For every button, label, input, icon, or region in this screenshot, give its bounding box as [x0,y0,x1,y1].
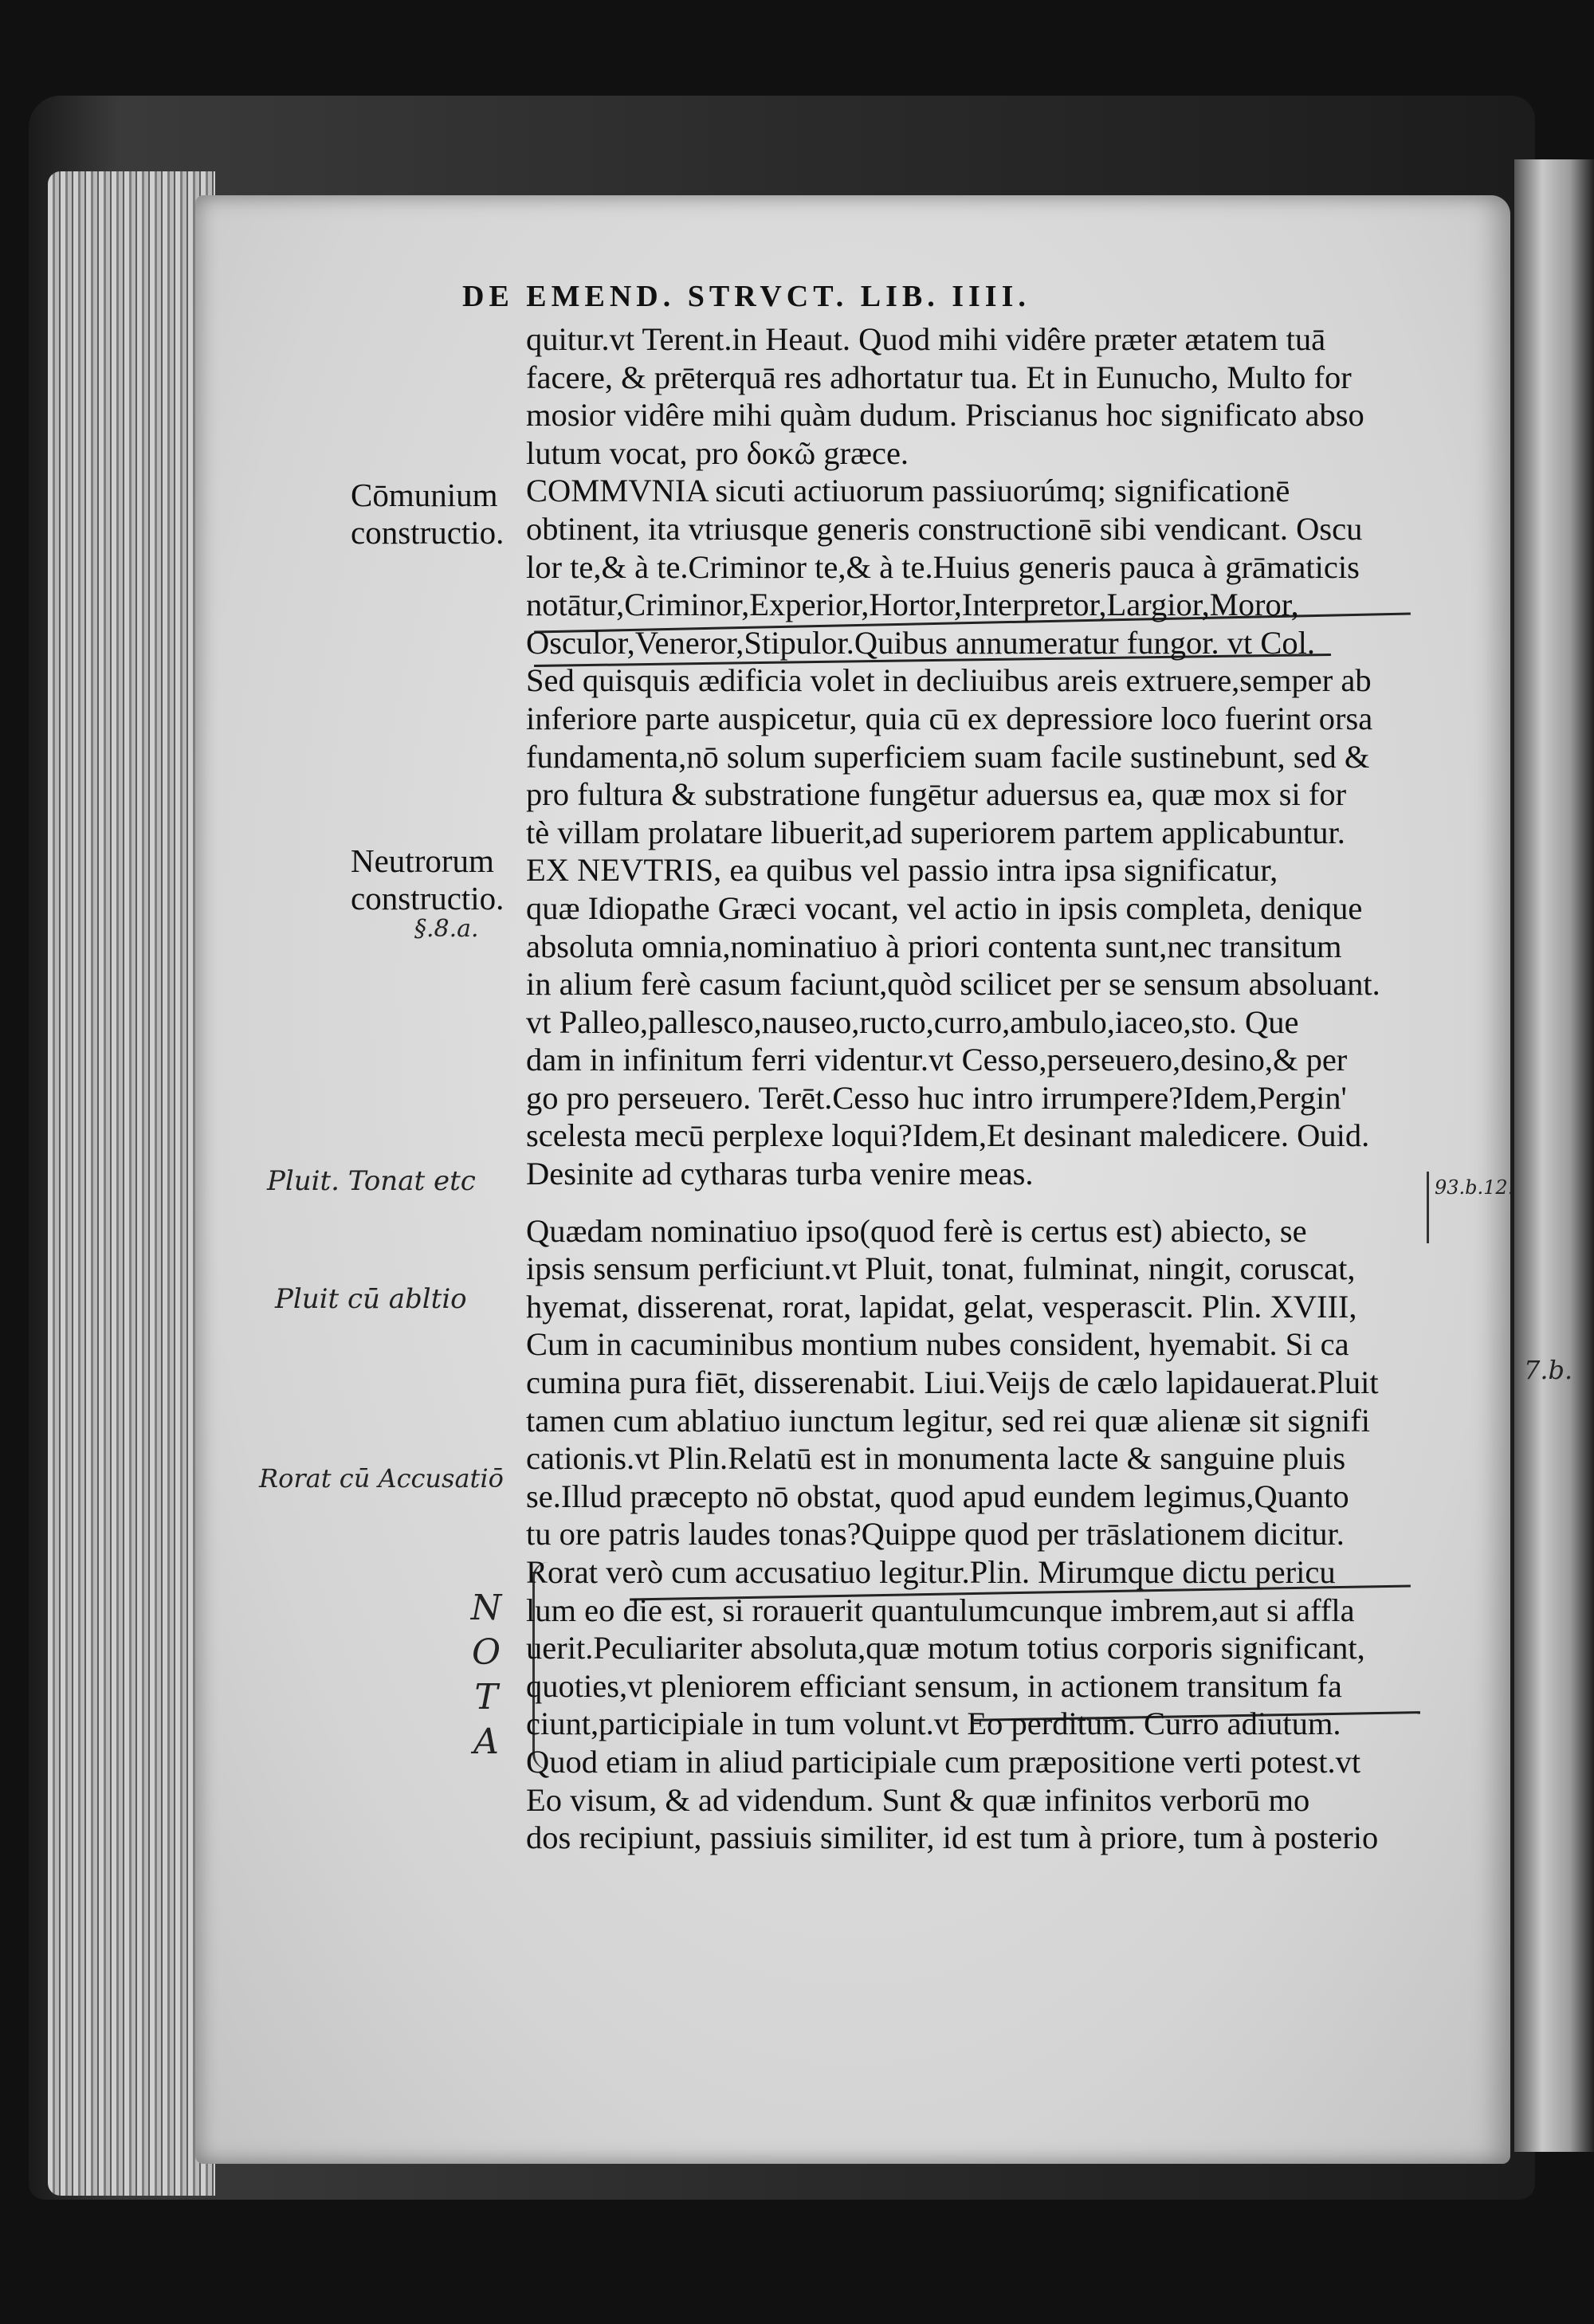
main-text-block [526,320,1435,1857]
nota-letter: N [470,1588,502,1628]
margin-note-line: constructio. [351,514,505,551]
handwritten-nota [470,1586,502,1765]
running-head: DE EMEND. STRVCT. LIB. IIII. [462,280,1031,313]
facing-page-edge [1514,159,1594,2152]
text-line: fundamenta,nō solum superficiem suam facile sustinebunt, sed & [526,738,1370,775]
handwritten-rorat: Rorat cū Accusatiō [259,1463,504,1494]
text-line: hyemat, disserenat, rorat, lapidat, gelat, vesperascit. Plin. XVIII, [526,1288,1357,1325]
margin-note-line: constructio. [351,880,505,917]
paragraph-1 [526,320,1435,472]
text-line: quæ Idiopathe Græci vocant, vel actio in ipsis completa, denique [526,889,1363,926]
text-line: cumina pura fiēt, disserenabit. Liui.Veijs de cælo lapidauerat.Pluit [526,1364,1379,1401]
text-line: uerit.Peculiariter absoluta,quæ motum totius corporis significant, [526,1630,1365,1666]
text-line: ipsis sensum perficiunt.vt Pluit, tonat, fulminat, ningit, coruscat, [526,1250,1356,1287]
nota-letter: T [474,1677,498,1717]
handwritten-pluit-tonat: Pluit. Tonat etc [267,1165,476,1197]
text-line: se.Illud præcepto nō obstat, quod apud eundem legimus,Quanto [526,1478,1349,1514]
text-line: Desinite ad cytharas turba venire meas. [526,1156,1034,1192]
text-line: lum eo die est, si rorauerit quantulumcunque imbrem,aut si affla [526,1592,1355,1628]
page-edges [48,171,215,2196]
text-line: mosior vidêre mihi quàm dudum. Priscianus hoc significato abso [526,397,1364,434]
paragraph-2 [526,472,1435,851]
handwritten-pluit-ablatiuo: Pluit cū abltio [275,1283,467,1315]
handwritten-ref-1: §.8.a. [414,915,479,943]
text-line: dos recipiunt, passiuis similiter, id est tum à priore, tum à posterio [526,1820,1379,1856]
margin-note-line: Cōmunium [351,477,498,513]
text-line: tu ore patris laudes tonas?Quippe quod per trāslationem dicitur. [526,1516,1345,1553]
text-line: inferiore parte auspicetur, quia cū ex depressiore loco fuerint orsa [526,700,1373,736]
text-line: in alium ferè casum faciunt,quòd scilicet per se sensum absoluant. [526,966,1380,1003]
text-line: dam in infinitum ferri videntur.vt Cesso,perseuero,desino,& per [526,1042,1348,1078]
text-line: vt Palleo,pallesco,nauseo,ructo,curro,ambulo,iaceo,sto. Que [526,1003,1299,1040]
text-line: quoties,vt pleniorem efficiant sensum, in actionem transitum fa [526,1667,1342,1704]
text-line: Sed quisquis ædificia volet in decliuibus areis extruere,semper ab [526,662,1372,699]
text-line: quitur.vt Terent.in Heaut. Quod mihi vidêre præter ætatem tuā [526,321,1326,357]
text-line: go pro perseuero. Terēt.Cesso huc intro irrumpere?Idem,Pergin' [526,1079,1347,1116]
text-line: Quædam nominatiuo ipso(quod ferè is certus est) abiecto, se [526,1212,1307,1249]
text-line: Eo visum, & ad videndum. Sunt & quæ infinitos verborū mo [526,1781,1310,1818]
text-line: COMMVNIA sicuti actiuorum passiuorúmq; significationē [526,473,1290,509]
text-line: tamen cum ablatiuo iunctum legitur, sed rei quæ alienæ sit signifi [526,1402,1371,1439]
handwritten-ref-2: 93.b.12. [1435,1176,1514,1199]
text-line: Rorat verò cum accusatiuo legitur.Plin. Mirumque dictu pericu [526,1554,1336,1590]
nota-letter: O [471,1632,501,1673]
text-line: lutum vocat, pro δοκῶ græce. [526,434,909,471]
text-line: ciunt,participiale in tum volunt.vt Eo perditum. Curro adiutum. [526,1706,1341,1742]
paragraph-4 [526,1212,1435,1857]
text-line: notātur,Criminor,Experior,Hortor,Interpretor,Largior,Moror, [526,587,1299,623]
handwritten-ref-3: 7.b. [1524,1355,1573,1385]
text-line: scelesta mecū perplexe loqui?Idem,Et desinant maledicere. Ouid. [526,1117,1370,1154]
text-line: obtinent, ita vtriusque generis constructionē sibi vendicant. Oscu [526,510,1363,547]
text-line: facere, & prēterquā res adhortatur tua. Et in Eunucho, Multo for [526,359,1352,395]
margin-note-line: Neutrorum [351,842,494,879]
nota-letter: A [473,1721,499,1762]
text-line: EX NEVTRIS, ea quibus vel passio intra ipsa significatur, [526,852,1278,889]
text-line: Quod etiam in aliud participiale cum præpositione verti potest.vt [526,1743,1361,1780]
margin-note-comunium [351,477,534,552]
paragraph-3 [526,851,1435,1192]
text-line: lor te,& à te.Criminor te,& à te.Huius generis pauca à grāmaticis [526,548,1360,585]
text-line: cationis.vt Plin.Relatū est in monumenta lacte & sanguine pluis [526,1440,1346,1477]
text-line: Cum in cacuminibus montium nubes consident, hyemabit. Si ca [526,1326,1349,1363]
text-line: pro fultura & substratione fungētur aduersus ea, quæ mox si for [526,776,1347,813]
text-line: tè villam prolatare libuerit,ad superiorem partem applicabuntur. [526,814,1345,850]
text-line: Osculor,Veneror,Stipulor.Quibus annumeratur fungor. vt Col. [526,624,1315,661]
text-line: absoluta omnia,nominatiuo à priori contenta sunt,nec transitum [526,928,1342,964]
margin-note-neutrorum [351,842,534,917]
